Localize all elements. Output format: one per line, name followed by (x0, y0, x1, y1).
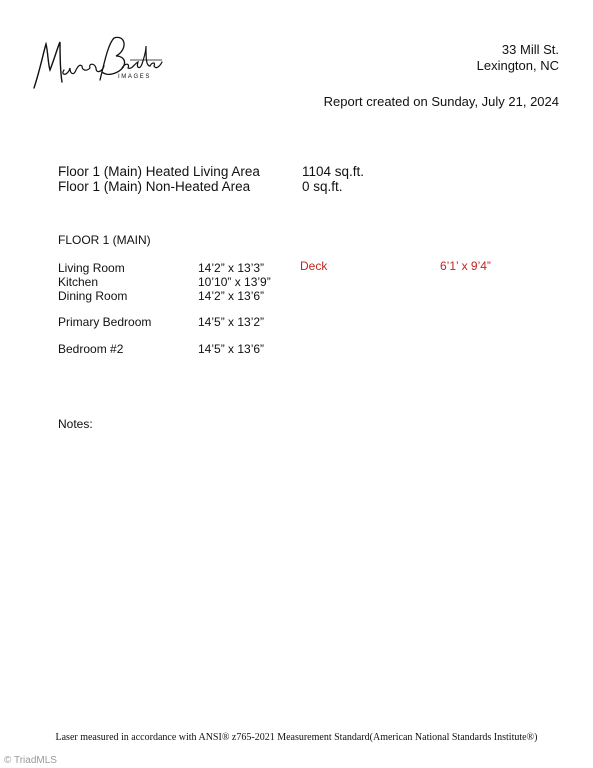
non-heated-area-value: 0 sq.ft. (302, 179, 343, 194)
room-dimensions: 14’2” x 13’3” (198, 261, 265, 275)
room-name: Living Room (58, 261, 125, 275)
non-heated-area-label: Floor 1 (Main) Non-Heated Area (58, 179, 251, 194)
signature-logo (30, 30, 170, 96)
triadmls-watermark: © TriadMLS (4, 755, 57, 766)
floor-title: FLOOR 1 (MAIN) (58, 233, 151, 247)
svg-text:IMAGES: IMAGES (118, 74, 151, 80)
heated-area-label: Floor 1 (Main) Heated Living Area (58, 164, 260, 179)
report-date: Report created on Sunday, July 21, 2024 (323, 94, 559, 109)
deck-name: Deck (300, 259, 328, 273)
notes-label: Notes: (58, 417, 93, 431)
room-name: Kitchen (58, 275, 99, 289)
room-dimensions: 14’5” x 13’6” (198, 342, 265, 356)
footer-note: Laser measured in accordance with ANSI® z765-2021 Measurement Standard(American National Standards Institute®) (55, 732, 538, 743)
heated-area-value: 1104 sq.ft. (302, 164, 365, 179)
room-dimensions: 14’2” x 13’6” (198, 289, 265, 303)
deck-dimensions: 6’1’ x 9’4” (440, 259, 491, 273)
room-dimensions: 10’10” x 13’9” (198, 275, 271, 289)
room-name: Bedroom #2 (58, 342, 124, 356)
address-street: 33 Mill St. (501, 42, 559, 57)
room-name: Dining Room (58, 289, 128, 303)
room-dimensions: 14’5” x 13’2” (198, 315, 265, 329)
address-city: Lexington, NC (476, 58, 559, 73)
room-name: Primary Bedroom (58, 315, 152, 329)
